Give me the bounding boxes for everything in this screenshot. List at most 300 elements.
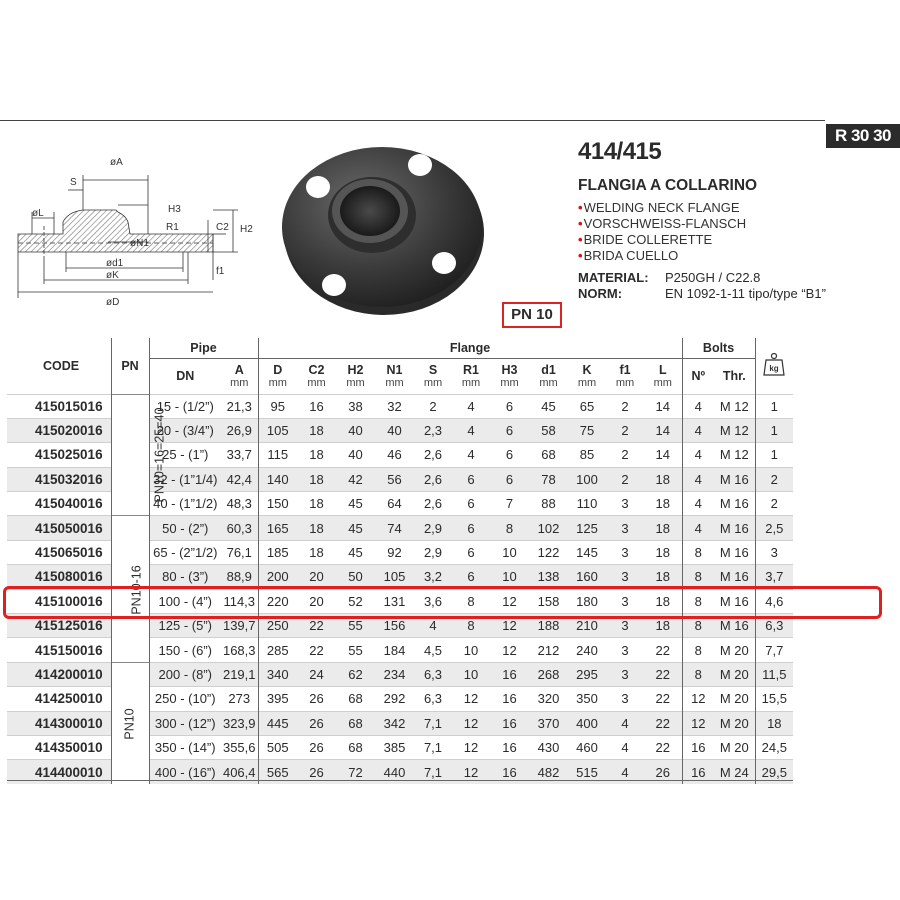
cell-h3: 7 [490, 492, 529, 516]
cell-r1: 10 [452, 662, 490, 686]
cell-code: 414400010 [7, 760, 111, 784]
cell-h2: 55 [336, 614, 375, 638]
cell-s: 7,1 [414, 760, 452, 784]
cell-h2: 42 [336, 467, 375, 491]
cell-f1: 3 [606, 638, 644, 662]
cell-code: 415080016 [7, 565, 111, 589]
cell-c2: 16 [297, 394, 336, 418]
cell-h3: 12 [490, 638, 529, 662]
cell-l: 22 [644, 687, 682, 711]
cell-l: 22 [644, 638, 682, 662]
cell-dn: 25 - (1”) [149, 443, 221, 467]
cell-l: 22 [644, 711, 682, 735]
header-rule [0, 120, 825, 121]
cell-n1: 64 [375, 492, 414, 516]
cell-code: 415025016 [7, 443, 111, 467]
cell-d: 105 [258, 418, 297, 442]
cell-c2: 18 [297, 540, 336, 564]
cell-k: 125 [568, 516, 606, 540]
cell-n1: 105 [375, 565, 414, 589]
cell-a: 88,9 [221, 565, 258, 589]
cell-h2: 68 [336, 687, 375, 711]
cell-c2: 26 [297, 711, 336, 735]
cell-c2: 26 [297, 687, 336, 711]
cell-h2: 45 [336, 516, 375, 540]
cell-f1: 2 [606, 443, 644, 467]
cell-k: 110 [568, 492, 606, 516]
dim-d-label: øD [106, 297, 120, 308]
cell-k: 295 [568, 662, 606, 686]
cell-d1: 320 [529, 687, 568, 711]
cell-dn: 80 - (3”) [149, 565, 221, 589]
product-title: FLANGIA A COLLARINO [578, 177, 758, 194]
cell-dn: 15 - (1/2”) [149, 394, 221, 418]
cell-a: 323,9 [221, 711, 258, 735]
cell-d: 185 [258, 540, 297, 564]
cell-f1: 2 [606, 394, 644, 418]
cell-bolt-count: 8 [682, 565, 714, 589]
dim-k-label: øK [106, 270, 119, 281]
cell-weight: 1 [755, 394, 793, 418]
table-body [7, 394, 793, 784]
cell-d1: 430 [529, 735, 568, 759]
cell-d1: 138 [529, 565, 568, 589]
cell-dn: 40 - (1”1/2) [149, 492, 221, 516]
cell-code: 415100016 [7, 589, 111, 613]
cell-f1: 3 [606, 516, 644, 540]
cell-weight: 7,7 [755, 638, 793, 662]
cell-f1: 3 [606, 589, 644, 613]
cell-n1: 46 [375, 443, 414, 467]
cell-code: 414350010 [7, 735, 111, 759]
cell-code: 415050016 [7, 516, 111, 540]
cell-h2: 62 [336, 662, 375, 686]
cell-dn: 150 - (6”) [149, 638, 221, 662]
cell-n1: 342 [375, 711, 414, 735]
product-name-item: •WELDING NECK FLANGE [578, 200, 740, 215]
cell-r1: 4 [452, 443, 490, 467]
cell-k: 145 [568, 540, 606, 564]
cell-a: 219,1 [221, 662, 258, 686]
cell-r1: 8 [452, 589, 490, 613]
cell-r1: 6 [452, 540, 490, 564]
cell-k: 210 [568, 614, 606, 638]
cell-s: 2,6 [414, 443, 452, 467]
cell-r1: 8 [452, 614, 490, 638]
cell-bolt-count: 16 [682, 735, 714, 759]
cell-r1: 4 [452, 418, 490, 442]
cell-s: 2,3 [414, 418, 452, 442]
cell-d: 115 [258, 443, 297, 467]
cell-bolt-thread: M 16 [714, 540, 755, 564]
col-pn: PN [111, 338, 149, 394]
col-n1: N1 mm [375, 358, 414, 394]
dim-l-label: øL [32, 208, 44, 219]
col-d: D mm [258, 358, 297, 394]
cell-n1: 184 [375, 638, 414, 662]
cell-f1: 3 [606, 662, 644, 686]
cell-bolt-thread: M 16 [714, 614, 755, 638]
group-flange: Flange [258, 338, 682, 358]
cell-n1: 32 [375, 394, 414, 418]
cell-n1: 385 [375, 735, 414, 759]
cell-weight: 24,5 [755, 735, 793, 759]
cell-h2: 50 [336, 565, 375, 589]
cell-code: 415020016 [7, 418, 111, 442]
cell-h3: 10 [490, 565, 529, 589]
cell-d1: 58 [529, 418, 568, 442]
cell-d: 165 [258, 516, 297, 540]
col-dn: DN [149, 358, 221, 394]
cell-l: 14 [644, 443, 682, 467]
cell-h2: 72 [336, 760, 375, 784]
cell-d: 395 [258, 687, 297, 711]
cell-h3: 10 [490, 540, 529, 564]
col-h2: H2 mm [336, 358, 375, 394]
col-f1: f1 mm [606, 358, 644, 394]
cell-code: 415125016 [7, 614, 111, 638]
cell-a: 139,7 [221, 614, 258, 638]
product-name-item: •BRIDA CUELLO [578, 248, 679, 263]
cell-bolt-count: 8 [682, 589, 714, 613]
table-header [7, 338, 793, 394]
table-row [7, 394, 793, 418]
cell-c2: 18 [297, 467, 336, 491]
col-d1: d1 mm [529, 358, 568, 394]
cell-f1: 2 [606, 467, 644, 491]
cell-l: 18 [644, 492, 682, 516]
cell-c2: 18 [297, 418, 336, 442]
cell-h2: 68 [336, 711, 375, 735]
cell-bolt-thread: M 12 [714, 418, 755, 442]
norm-label: NORM: [578, 286, 623, 301]
cell-r1: 12 [452, 735, 490, 759]
cell-l: 18 [644, 565, 682, 589]
dim-r1-label: R1 [166, 222, 179, 233]
group-bolts: Bolts [682, 338, 755, 358]
cell-k: 240 [568, 638, 606, 662]
cell-h3: 6 [490, 443, 529, 467]
cell-r1: 6 [452, 565, 490, 589]
group-pipe: Pipe [149, 338, 258, 358]
cell-d1: 370 [529, 711, 568, 735]
pn-group-label: PN10 [123, 708, 137, 740]
cell-s: 7,1 [414, 735, 452, 759]
cell-dn: 125 - (5”) [149, 614, 221, 638]
cell-s: 3,2 [414, 565, 452, 589]
cell-s: 2,9 [414, 540, 452, 564]
cell-d: 445 [258, 711, 297, 735]
cell-h3: 12 [490, 589, 529, 613]
product-names-list [578, 200, 746, 264]
cell-d1: 78 [529, 467, 568, 491]
cell-n1: 234 [375, 662, 414, 686]
cell-d: 220 [258, 589, 297, 613]
cell-r1: 6 [452, 492, 490, 516]
pn-group-cell [111, 662, 149, 783]
cell-code: 414250010 [7, 687, 111, 711]
col-a: A mm [221, 358, 258, 394]
material-value: P250GH / C22.8 [665, 270, 761, 285]
cell-n1: 40 [375, 418, 414, 442]
cell-f1: 4 [606, 735, 644, 759]
cell-s: 3,6 [414, 589, 452, 613]
cell-d1: 158 [529, 589, 568, 613]
cell-bolt-count: 8 [682, 638, 714, 662]
cell-a: 168,3 [221, 638, 258, 662]
cell-f1: 3 [606, 540, 644, 564]
dim-c2-label: C2 [216, 222, 229, 233]
col-l: L mm [644, 358, 682, 394]
cell-d1: 122 [529, 540, 568, 564]
cell-d1: 88 [529, 492, 568, 516]
cell-n1: 56 [375, 467, 414, 491]
cell-h3: 16 [490, 760, 529, 784]
cell-s: 2,9 [414, 516, 452, 540]
cell-s: 4 [414, 614, 452, 638]
dim-f1-label: f1 [216, 266, 225, 277]
cell-f1: 3 [606, 614, 644, 638]
cell-bolt-thread: M 16 [714, 565, 755, 589]
col-s: S mm [414, 358, 452, 394]
cell-l: 18 [644, 589, 682, 613]
cell-s: 2 [414, 394, 452, 418]
cell-l: 22 [644, 662, 682, 686]
cell-s: 4,5 [414, 638, 452, 662]
cell-a: 355,6 [221, 735, 258, 759]
cell-dn: 350 - (14”) [149, 735, 221, 759]
cell-d: 95 [258, 394, 297, 418]
cell-n1: 92 [375, 540, 414, 564]
table-row [7, 516, 793, 540]
cell-a: 60,3 [221, 516, 258, 540]
pn-group-label: PN10-16 [129, 564, 144, 615]
cell-h2: 38 [336, 394, 375, 418]
dim-a-label: øA [110, 157, 123, 168]
flange-section-diagram [8, 150, 270, 310]
pn-rating-box: PN 10 [502, 302, 562, 328]
cell-h2: 52 [336, 589, 375, 613]
cell-s: 2,6 [414, 467, 452, 491]
cell-bolt-count: 8 [682, 614, 714, 638]
cell-dn: 250 - (10”) [149, 687, 221, 711]
cell-c2: 26 [297, 760, 336, 784]
cell-code: 415150016 [7, 638, 111, 662]
cell-k: 160 [568, 565, 606, 589]
cell-weight: 15,5 [755, 687, 793, 711]
cell-f1: 4 [606, 711, 644, 735]
cell-code: 414300010 [7, 711, 111, 735]
cell-h2: 55 [336, 638, 375, 662]
cell-bolt-count: 4 [682, 418, 714, 442]
cell-d1: 268 [529, 662, 568, 686]
cell-bolt-thread: M 16 [714, 492, 755, 516]
cell-c2: 18 [297, 443, 336, 467]
cell-dn: 200 - (8”) [149, 662, 221, 686]
cell-h2: 45 [336, 492, 375, 516]
cell-h3: 12 [490, 614, 529, 638]
cell-a: 76,1 [221, 540, 258, 564]
cell-dn: 65 - (2”1/2) [149, 540, 221, 564]
cell-r1: 6 [452, 516, 490, 540]
cell-k: 85 [568, 443, 606, 467]
cell-dn: 50 - (2”) [149, 516, 221, 540]
cell-a: 26,9 [221, 418, 258, 442]
cell-c2: 20 [297, 589, 336, 613]
cell-h3: 6 [490, 467, 529, 491]
cell-h3: 16 [490, 662, 529, 686]
dim-d1-label: ød1 [106, 258, 124, 269]
dim-h2-label: H2 [240, 224, 253, 235]
cell-k: 350 [568, 687, 606, 711]
cell-d: 140 [258, 467, 297, 491]
product-name-item: •BRIDE COLLERETTE [578, 232, 713, 247]
cell-c2: 24 [297, 662, 336, 686]
cell-c2: 22 [297, 614, 336, 638]
cell-f1: 3 [606, 687, 644, 711]
cell-c2: 18 [297, 516, 336, 540]
pn-group-cell [111, 394, 166, 516]
cell-bolt-thread: M 20 [714, 638, 755, 662]
cell-bolt-count: 16 [682, 760, 714, 784]
dimensions-table [7, 338, 793, 784]
cell-d: 565 [258, 760, 297, 784]
cell-l: 22 [644, 735, 682, 759]
pn-group-label: PN10=16=25=40 [151, 408, 166, 503]
cell-c2: 18 [297, 492, 336, 516]
cell-bolt-count: 4 [682, 443, 714, 467]
cell-r1: 12 [452, 760, 490, 784]
cell-l: 18 [644, 540, 682, 564]
weight-icon [763, 352, 785, 376]
cell-dn: 100 - (4”) [149, 589, 221, 613]
product-specs [578, 270, 826, 302]
cell-bolt-thread: M 20 [714, 735, 755, 759]
cell-n1: 292 [375, 687, 414, 711]
cell-h3: 8 [490, 516, 529, 540]
cell-weight: 29,5 [755, 760, 793, 784]
cell-l: 18 [644, 614, 682, 638]
cell-d1: 212 [529, 638, 568, 662]
cell-h3: 16 [490, 735, 529, 759]
cell-c2: 26 [297, 735, 336, 759]
catalog-section-badge: R 30 30 [826, 124, 900, 148]
cell-d1: 68 [529, 443, 568, 467]
col-code: CODE [43, 358, 80, 373]
cell-bolt-count: 4 [682, 467, 714, 491]
cell-bolt-thread: M 20 [714, 662, 755, 686]
cell-bolt-count: 8 [682, 540, 714, 564]
cell-a: 114,3 [221, 589, 258, 613]
cell-k: 515 [568, 760, 606, 784]
cell-bolt-count: 4 [682, 492, 714, 516]
dim-n1-label: øN1 [130, 238, 149, 249]
cell-weight: 6,3 [755, 614, 793, 638]
cell-a: 406,4 [221, 760, 258, 784]
cell-l: 14 [644, 418, 682, 442]
cell-d1: 188 [529, 614, 568, 638]
cell-d: 505 [258, 735, 297, 759]
cell-bolt-count: 4 [682, 394, 714, 418]
cell-k: 180 [568, 589, 606, 613]
cell-k: 75 [568, 418, 606, 442]
cell-bolt-thread: M 16 [714, 589, 755, 613]
col-bolt-count: Nº [682, 358, 714, 394]
cell-h2: 40 [336, 443, 375, 467]
cell-d1: 102 [529, 516, 568, 540]
cell-a: 21,3 [221, 394, 258, 418]
cell-r1: 4 [452, 394, 490, 418]
pn-group-cell [111, 516, 149, 662]
table-row [7, 662, 793, 686]
cell-r1: 10 [452, 638, 490, 662]
cell-bolt-thread: M 20 [714, 687, 755, 711]
col-r1: R1 mm [452, 358, 490, 394]
cell-code: 415032016 [7, 467, 111, 491]
cell-code: 415065016 [7, 540, 111, 564]
cell-f1: 3 [606, 565, 644, 589]
cell-h3: 16 [490, 687, 529, 711]
cell-dn: 400 - (16”) [149, 760, 221, 784]
cell-weight: 3 [755, 540, 793, 564]
col-k: K mm [568, 358, 606, 394]
cell-d: 250 [258, 614, 297, 638]
col-h3: H3 mm [490, 358, 529, 394]
cell-h2: 40 [336, 418, 375, 442]
cell-l: 18 [644, 516, 682, 540]
cell-n1: 131 [375, 589, 414, 613]
cell-s: 6,3 [414, 662, 452, 686]
cell-code: 415015016 [7, 394, 111, 418]
cell-h3: 6 [490, 418, 529, 442]
norm-value: EN 1092-1-11 tipo/type “B1” [665, 286, 826, 301]
cell-weight: 1 [755, 443, 793, 467]
flange-photo [272, 135, 497, 325]
cell-h3: 16 [490, 711, 529, 735]
cell-a: 33,7 [221, 443, 258, 467]
cell-s: 6,3 [414, 687, 452, 711]
cell-c2: 20 [297, 565, 336, 589]
cell-d: 200 [258, 565, 297, 589]
col-c2: C2 mm [297, 358, 336, 394]
product-name-item: •VORSCHWEISS-FLANSCH [578, 216, 747, 231]
cell-dn: 20 - (3/4”) [149, 418, 221, 442]
cell-l: 26 [644, 760, 682, 784]
cell-s: 2,6 [414, 492, 452, 516]
product-code: 414/415 [578, 138, 662, 165]
cell-d: 340 [258, 662, 297, 686]
material-label: MATERIAL: [578, 270, 649, 285]
cell-weight: 11,5 [755, 662, 793, 686]
cell-a: 48,3 [221, 492, 258, 516]
cell-weight: 18 [755, 711, 793, 735]
cell-bolt-count: 12 [682, 687, 714, 711]
cell-d: 150 [258, 492, 297, 516]
cell-d1: 482 [529, 760, 568, 784]
cell-bolt-thread: M 12 [714, 443, 755, 467]
cell-weight: 2 [755, 492, 793, 516]
cell-d: 285 [258, 638, 297, 662]
cell-weight: 2,5 [755, 516, 793, 540]
cell-f1: 2 [606, 418, 644, 442]
cell-a: 273 [221, 687, 258, 711]
cell-bolt-count: 12 [682, 711, 714, 735]
cell-k: 400 [568, 711, 606, 735]
cell-f1: 3 [606, 492, 644, 516]
cell-bolt-thread: M 20 [714, 711, 755, 735]
col-bolt-thread: Thr. [714, 358, 755, 394]
cell-c2: 22 [297, 638, 336, 662]
